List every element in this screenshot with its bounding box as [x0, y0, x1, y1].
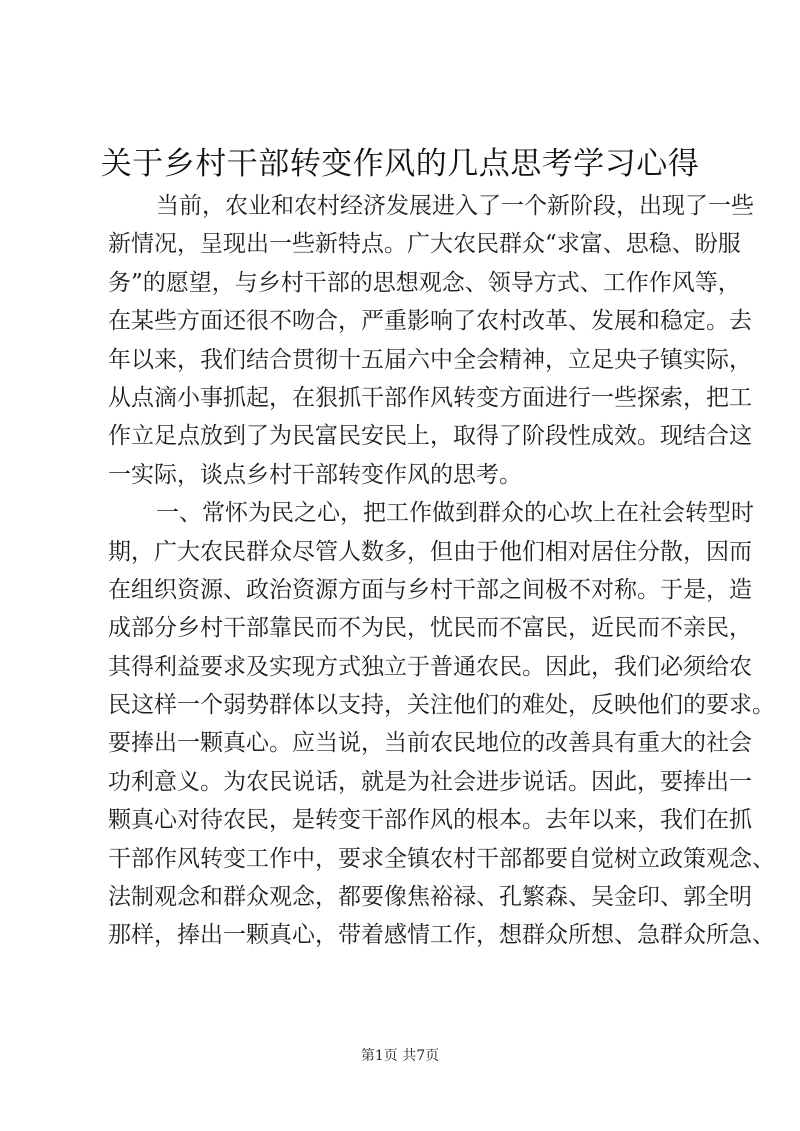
document-body: [108, 187, 775, 955]
paragraph-section-one: [108, 494, 775, 955]
text-line: 一实际，谈点乡村干部转变作风的思考。: [108, 461, 522, 488]
page-number-footer: 第1页 共7页: [360, 1048, 440, 1064]
paragraph-intro: [108, 187, 754, 494]
text-line: 法制观念和群众观念，都要像焦裕禄、孔繁森、吴金印、郭全明: [108, 884, 752, 911]
text-line: 要捧出一颗真心。应当说，当前农民地位的改善具有重大的社会: [108, 730, 752, 757]
text-line: 在某些方面还很不吻合，严重影响了农村改革、发展和稳定。去: [108, 308, 752, 335]
text-line: 期，广大农民群众尽管人数多，但由于他们相对居住分散，因而: [108, 538, 752, 565]
text-line: 当前，农业和农村经济发展进入了一个新阶段，出现了一些: [156, 193, 754, 219]
text-line: 在组织资源、政治资源方面与乡村干部之间极不对称。于是，造: [108, 576, 752, 603]
text-line: 功利意义。为农民说话，就是为社会进步说话。因此，要捧出一: [108, 768, 752, 795]
text-line: 民这样一个弱势群体以支持，关注他们的难处，反映他们的要求。: [108, 692, 775, 719]
text-line: 一、常怀为民之心，把工作做到群众的心坎上在社会转型时: [156, 500, 754, 527]
text-line: 干部作风转变工作中，要求全镇农村干部都要自觉树立政策观念、: [108, 845, 775, 872]
text-line: 作立足点放到了为民富民安民上，取得了阶段性成效。现结合这: [108, 423, 752, 450]
text-line: 年以来，我们结合贯彻十五届六中全会精神，立足央子镇实际，: [108, 346, 752, 373]
text-line: 那样，捧出一颗真心，带着感情工作，想群众所想、急群众所急、: [108, 922, 775, 949]
text-line: 颗真心对待农民，是转变干部作风的根本。去年以来，我们在抓: [108, 807, 752, 834]
text-line: 新情况，呈现出一些新特点。广大农民群众“求富、思稳、盼服: [108, 231, 741, 258]
document-title: 关于乡村干部转变作风的几点思考学习心得: [100, 146, 700, 182]
text-line: 务”的愿望，与乡村干部的思想观念、领导方式、工作作风等，: [108, 269, 741, 296]
text-line: 成部分乡村干部靠民而不为民，忧民而不富民，近民而不亲民，: [108, 615, 752, 642]
text-line: 其得利益要求及实现方式独立于普通农民。因此，我们必须给农: [108, 653, 752, 680]
text-line: 从点滴小事抓起，在狠抓干部作风转变方面进行一些探索，把工: [108, 384, 752, 411]
